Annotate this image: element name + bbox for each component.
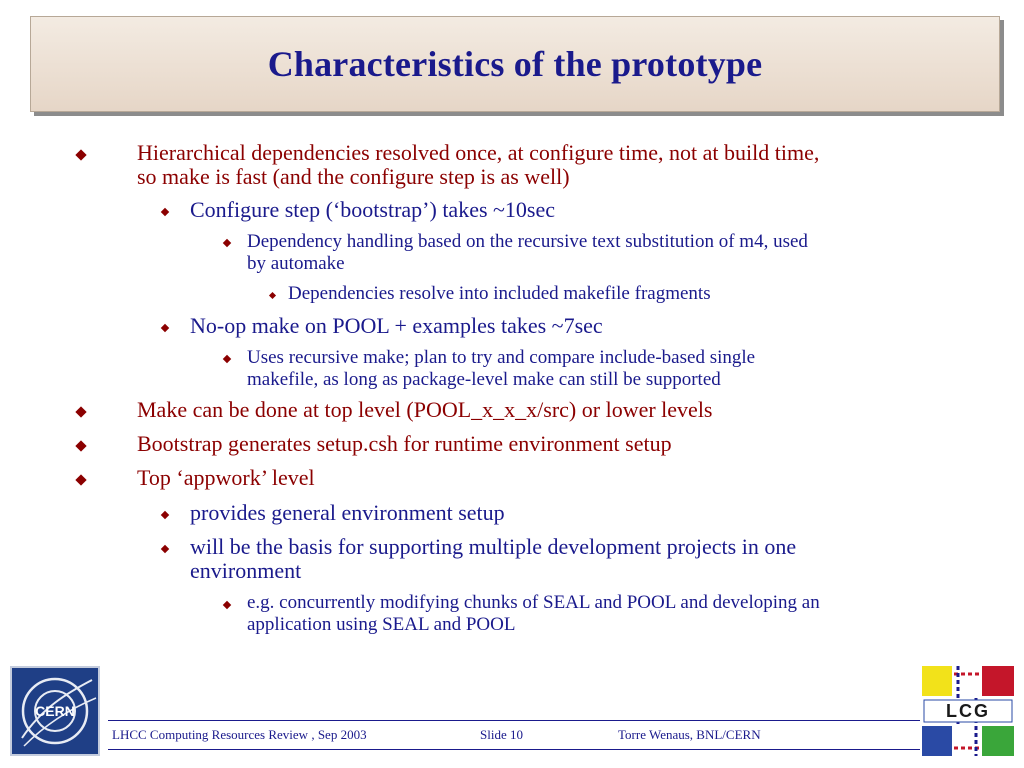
bullet-text-line: No-op make on POOL + examples takes ~7sec [190, 313, 603, 338]
bullet-diamond-icon [161, 208, 169, 216]
bullet-text-line: Dependencies resolve into included makefile fragments [288, 283, 711, 304]
bullet-text-line: makefile, as long as package-level make can still be supported [247, 369, 721, 390]
bullet-text-line: Uses recursive make; plan to try and compare include-based single [247, 347, 756, 368]
cern-logo-graphic [12, 668, 98, 754]
lcg-logo-icon [920, 664, 1016, 758]
lcg-logo-text: LCG [946, 701, 990, 721]
footer-left-text: LHCC Computing Resources Review , Sep 2003 [112, 727, 367, 742]
bullet-text-line: Configure step (‘bootstrap’) takes ~10sec [190, 197, 556, 222]
bullet-diamond-icon [161, 545, 169, 553]
bullet-diamond-icon [223, 355, 231, 363]
bullet-text-line: so make is fast (and the configure step is as well) [137, 164, 570, 189]
footer-author: Torre Wenaus, BNL/CERN [618, 727, 761, 742]
bullet-diamond-icon [75, 149, 86, 160]
bullet-diamond-icon [223, 601, 231, 609]
bullet-text-line: will be the basis for supporting multiple development projects in one [190, 534, 797, 559]
bullet-text-line: environment [190, 558, 302, 583]
bullet-text-line: Bootstrap generates setup.csh for runtime environment setup [137, 431, 672, 456]
footer-slide-number: Slide 10 [480, 727, 523, 742]
bullet-text-line: by automake [247, 253, 345, 274]
cern-logo-icon [10, 666, 100, 756]
bullet-text-line: Dependency handling based on the recursive text substitution of m4, used [247, 231, 808, 252]
slide-footer [108, 720, 928, 750]
bullet-diamond-icon [75, 406, 86, 417]
bullet-text-line: Top ‘appwork’ level [137, 465, 315, 490]
bullet-diamond-icon [75, 474, 86, 485]
bullet-diamond-icon [75, 440, 86, 451]
bullet-text-line: application using SEAL and POOL [247, 614, 516, 635]
cern-logo-text: CERN [35, 703, 75, 719]
bullet-diamond-icon [161, 324, 169, 332]
bullet-diamond-icon [269, 292, 276, 299]
bullet-text-line: provides general environment setup [190, 500, 505, 525]
bullet-text-line: Make can be done at top level (POOL_x_x_x/src) or lower levels [137, 397, 713, 422]
lcg-logo-graphic [920, 664, 1016, 758]
bullet-diamond-icon [161, 511, 169, 519]
bullet-diamond-icon [223, 239, 231, 247]
bullet-text-line: e.g. concurrently modifying chunks of SEAL and POOL and developing an [247, 592, 820, 613]
slide-title: Characteristics of the prototype [267, 44, 763, 84]
bullet-text-line: Hierarchical dependencies resolved once, at configure time, not at build time, [137, 140, 820, 165]
